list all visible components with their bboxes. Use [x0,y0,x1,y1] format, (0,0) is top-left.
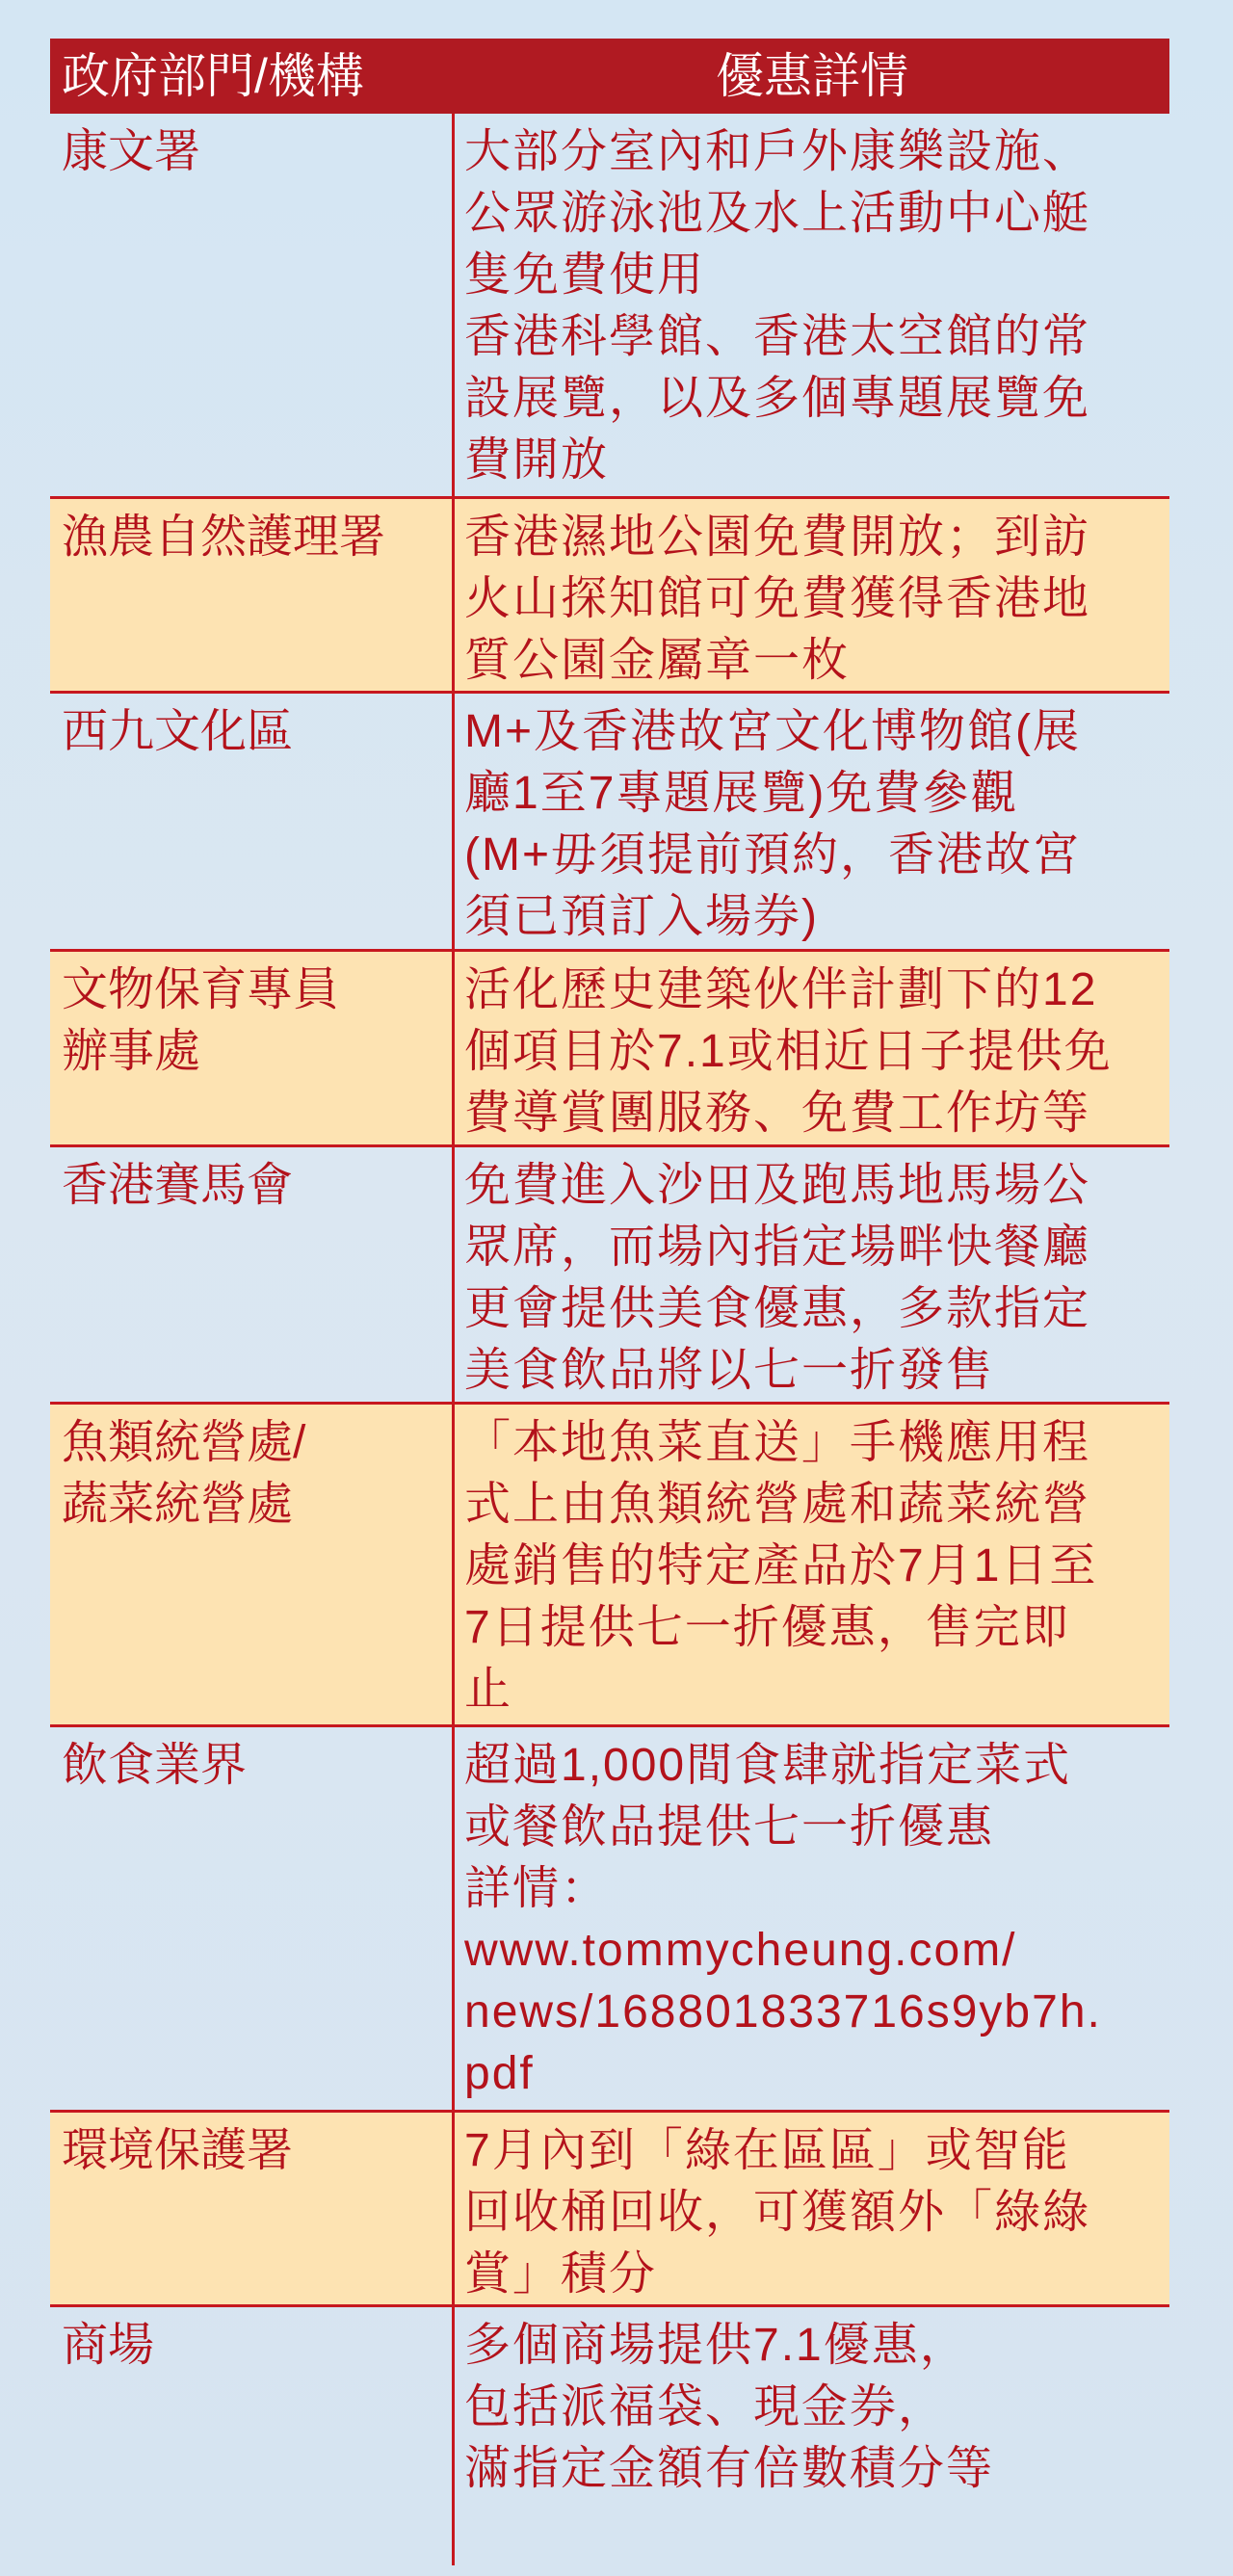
detail-line: 設展覽，以及多個專題展覽免 [464,373,1091,424]
table-row [50,1405,1169,1727]
detail-line: 香港科學館、香港太空館的常 [464,311,1091,362]
header-department: 政府部門/機構 [62,49,364,103]
table-row [50,694,1169,952]
detail-line: 式上由魚類統營處和蔬菜統營 [464,1479,1091,1530]
department-name: 飲食業界 [62,1740,248,1791]
detail-line: 賞」積分 [464,2248,658,2300]
detail-line: 須已預訂入場券) [464,891,819,942]
department-name: 環境保護署 [62,2125,294,2176]
detail-line: 隻免費使用 [464,250,706,301]
detail-line: 眾席，而場內指定場畔快餐廳 [464,1222,1091,1273]
detail-line: 大部分室內和戶外康樂設施、 [464,126,1091,177]
department-cell [50,114,455,496]
detail-line: www.tommycheung.com/ [464,1925,1017,1976]
details-cell [455,952,1169,1144]
detail-line: 更會提供美食優惠，多款指定 [464,1283,1091,1334]
detail-line: 止 [464,1664,513,1715]
details-cell [455,2307,1169,2565]
table-row [50,2307,1169,2565]
detail-line: (M+毋須提前預約，香港故宮 [464,829,1082,881]
detail-line: 7日提供七一折優惠，售完即 [464,1602,1070,1653]
department-cell [50,1147,455,1402]
department-cell [50,499,455,691]
detail-line: 廳1至7專題展覽)免費參觀 [464,768,1019,819]
detail-line: news/168801833716s9yb7h. [464,1986,1102,2037]
table-header [50,39,1169,114]
department-name: 蔬菜統營處 [62,1479,294,1530]
department-name: 香港賽馬會 [62,1160,294,1211]
table-row [50,114,1169,499]
details-cell [455,114,1169,496]
detail-line: 詳情： [464,1863,610,1914]
details-cell [455,2113,1169,2304]
detail-line: 7月內到「綠在區區」或智能 [464,2125,1070,2176]
detail-line: 質公園金屬章一枚 [464,635,851,686]
detail-line: 活化歷史建築伙伴計劃下的12 [464,964,1098,1015]
header-offer-details: 優惠詳情 [716,49,908,103]
detail-line: 個項目於7.1或相近日子提供免 [464,1026,1113,1077]
department-name: 商場 [62,2320,155,2371]
detail-line: 公眾游泳池及水上活動中心艇 [464,188,1091,239]
department-cell [50,1727,455,2110]
department-name: 魚類統營處/ [62,1417,306,1468]
detail-line: 火山探知館可免費獲得香港地 [464,573,1091,624]
department-name: 西九文化區 [62,706,294,757]
table-row [50,1727,1169,2113]
detail-line: 超過1,000間食肆就指定菜式 [464,1740,1072,1791]
details-cell [455,1727,1169,2110]
details-cell [455,1405,1169,1724]
table-row [50,952,1169,1147]
details-cell [455,1147,1169,1402]
detail-line: 回收桶回收，可獲額外「綠綠 [464,2187,1091,2238]
detail-line: pdf [464,2048,535,2099]
detail-line: 處銷售的特定產品於7月1日至 [464,1540,1098,1591]
department-name: 漁農自然護理署 [62,512,386,563]
detail-line: 費開放 [464,434,610,486]
department-cell [50,1405,455,1724]
department-cell [50,952,455,1144]
detail-line: 費導賞團服務、免費工作坊等 [464,1088,1091,1139]
detail-line: 包括派福袋、現金券， [464,2381,947,2432]
detail-line: 或餐飲品提供七一折優惠 [464,1801,995,1853]
details-cell [455,694,1169,949]
detail-line: 香港濕地公園免費開放；到訪 [464,512,1091,563]
table-row [50,499,1169,694]
table-row [50,2113,1169,2307]
department-cell [50,694,455,949]
department-name: 辦事處 [62,1026,201,1077]
details-cell [455,499,1169,691]
department-cell [50,2307,455,2565]
offers-table [50,39,1169,2565]
table-row [50,1147,1169,1405]
detail-line: 滿指定金額有倍數積分等 [464,2443,995,2494]
detail-line: 美食飲品將以七一折發售 [464,1345,995,1396]
department-name: 文物保育專員 [62,964,340,1015]
department-cell [50,2113,455,2304]
detail-line: 「本地魚菜直送」手機應用程 [464,1417,1091,1468]
detail-line: 多個商場提供7.1優惠， [464,2320,968,2371]
detail-line: 免費進入沙田及跑馬地馬場公 [464,1160,1091,1211]
detail-line: M+及香港故宮文化博物館(展 [464,706,1082,757]
department-name: 康文署 [62,126,201,177]
